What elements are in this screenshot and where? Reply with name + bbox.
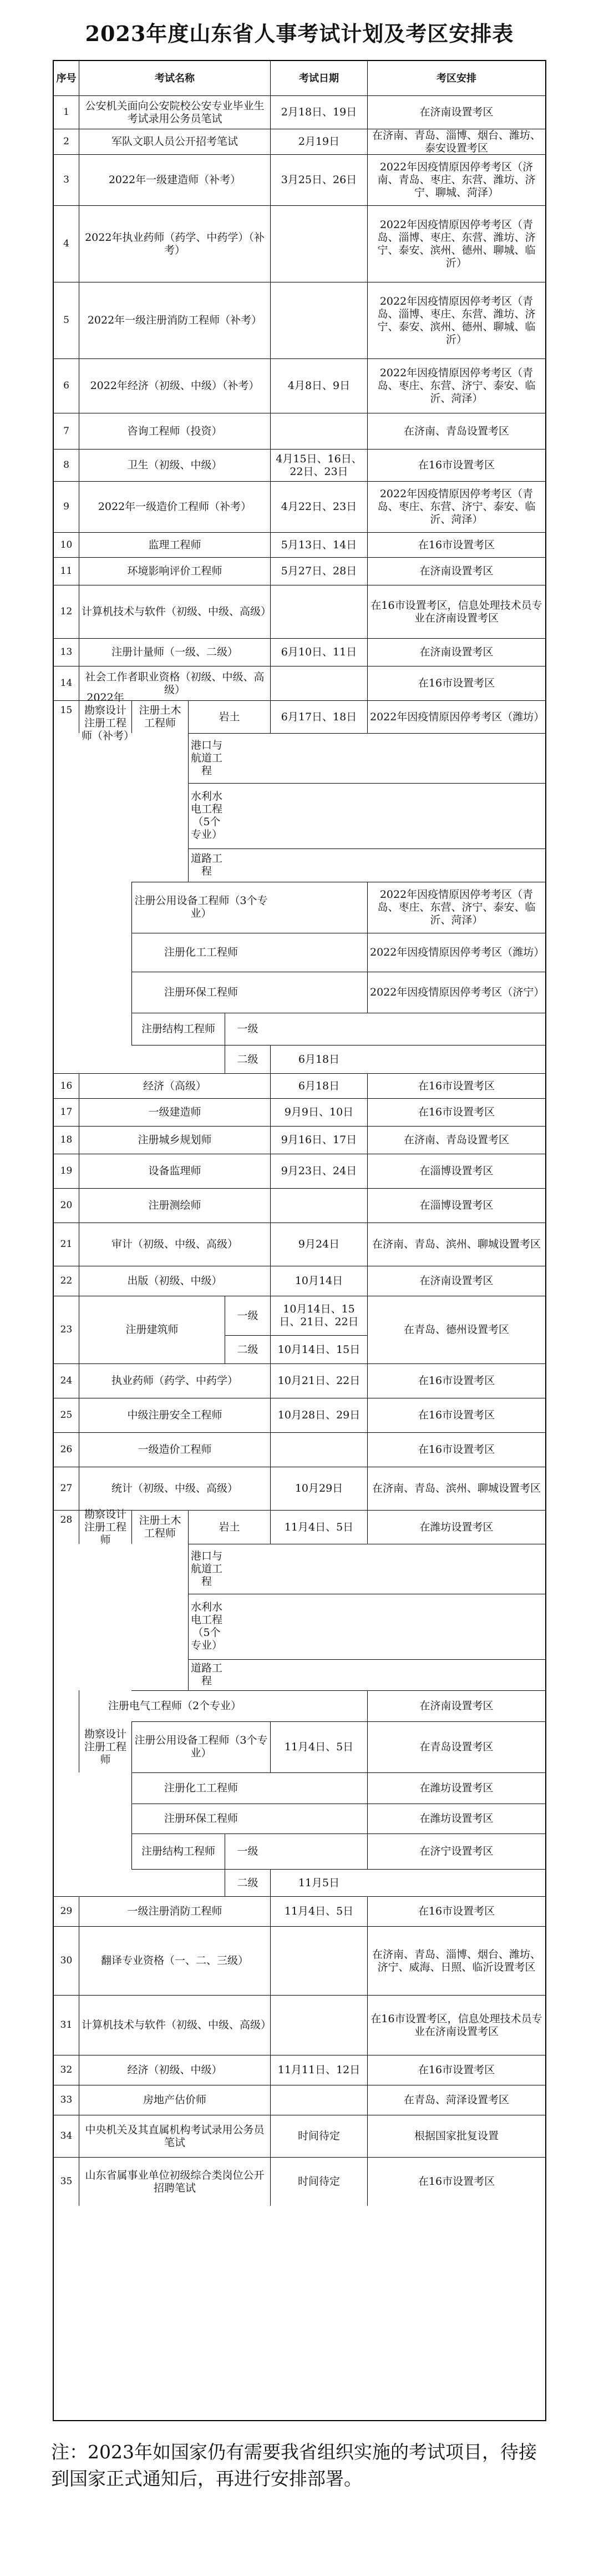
- exam-area: 在济南、青岛设置考区: [367, 413, 545, 449]
- row-number: 11: [60, 565, 73, 577]
- table-row: [54, 2115, 545, 2157]
- exam-area: 在济南、青岛、淄博、烟台、潍坊、济宁、威海、日照、临沂设置考区: [367, 1927, 545, 1995]
- exam-area: 2022年因疫情原因停考考区（青岛、枣庄、东营、济宁、泰安、临沂、菏泽）: [367, 882, 545, 933]
- exam-name: 一级造价工程师: [79, 1433, 270, 1467]
- exam-date: 3月25日、26日: [270, 155, 367, 205]
- exam-name: 2022年一级造价工程师（补考）: [79, 482, 270, 532]
- row-number: 14: [60, 678, 73, 689]
- table-row: [54, 1363, 545, 1398]
- table-row: [54, 1073, 545, 1098]
- exam-area: 在16市设置考区，信息处理技术员专业在济南设置考区: [367, 585, 545, 638]
- table-row: [54, 1126, 545, 1154]
- exam-area: 2022年因疫情原因停考考区（青岛、淄博、枣庄、东营、潍坊、济宁、泰安、滨州、德州、聊城、临沂）: [367, 206, 545, 282]
- row-number: 16: [60, 1080, 73, 1092]
- exam-date: 4月15日、16日、22日、23日: [270, 449, 367, 481]
- exam-date: 10月14日、15日: [270, 1335, 367, 1364]
- exam-area: 在16市设置考区: [367, 449, 545, 481]
- exam-area: 在济南、青岛、淄博、烟台、潍坊、泰安设置考区: [367, 129, 545, 154]
- exam-sub-name: 岩土: [188, 701, 270, 733]
- exam-area: 在济南、青岛、滨州、聊城设置考区: [367, 1223, 545, 1266]
- header-date: 考试日期: [270, 61, 367, 95]
- exam-date: 6月18日: [270, 1045, 367, 1074]
- table-row: [54, 1154, 545, 1188]
- exam-date: 6月18日: [270, 1074, 367, 1098]
- exam-date: 11月4日、5日: [270, 1721, 367, 1772]
- exam-date: [270, 1927, 367, 1995]
- exam-sub-name: 注册结构工程师: [131, 1013, 225, 1045]
- exam-sub-name: 岩土: [188, 1511, 270, 1544]
- exam-date: 9月24日: [270, 1223, 367, 1266]
- exam-area: 在淄博设置考区: [367, 1189, 545, 1223]
- exam-name: 山东省属事业单位初级综合类岗位公开招聘笔试: [79, 2158, 270, 2206]
- row-number: 3: [63, 174, 69, 185]
- exam-name: 咨询工程师（投资）: [79, 413, 270, 449]
- exam-area: 在16市设置考区: [367, 2158, 545, 2206]
- exam-name: 计算机技术与软件（初级、中级、高级）: [79, 585, 270, 638]
- exam-date: 5月27日、28日: [270, 558, 367, 585]
- exam-area: 在济南设置考区: [367, 1266, 545, 1296]
- row-number: 29: [60, 1906, 73, 1917]
- row-number: 2: [63, 136, 69, 147]
- exam-group-name: 勘察设计注册工程师: [79, 1511, 131, 1544]
- row-number: 33: [60, 2094, 73, 2105]
- table-row: [54, 1467, 545, 1510]
- exam-date: [270, 585, 367, 638]
- row-number: 6: [63, 380, 69, 391]
- row-number: 1: [63, 107, 69, 118]
- exam-name: 一级注册消防工程师: [79, 1897, 270, 1926]
- exam-area: 在淄博设置考区: [367, 1154, 545, 1188]
- exam-date: 2月18日、19日: [270, 96, 367, 129]
- exam-date: 10月14日: [270, 1266, 367, 1296]
- exam-name: 2022年经济（初级、中级）（补考）: [79, 359, 270, 413]
- table-row: [54, 2085, 545, 2115]
- exam-area: 2022年因疫情原因停考考区（青岛、枣庄、东营、济宁、泰安、临沂、菏泽）: [367, 359, 545, 413]
- exam-date: 10月29日: [270, 1467, 367, 1510]
- table-row: [54, 557, 545, 585]
- exam-name: 中级注册安全工程师: [79, 1398, 270, 1432]
- exam-name: 注册建筑师: [79, 1296, 225, 1363]
- exam-name: 出版（初级、中级）: [79, 1266, 270, 1296]
- exam-name: 军队文职人员公开招考笔试: [79, 129, 270, 154]
- exam-sub-name: 一级: [225, 1833, 270, 1869]
- exam-name: 计算机技术与软件（初级、中级、高级）: [79, 1996, 270, 2055]
- row-28-block: [54, 1510, 545, 1896]
- header-num: 序号: [56, 72, 77, 84]
- exam-level: 二级: [225, 1335, 270, 1364]
- exam-date: 4月8日、9日: [270, 359, 367, 413]
- row-number: 18: [60, 1134, 73, 1145]
- exam-sub-name: 注册土木工程师: [131, 1511, 188, 1544]
- exam-area: 在16市设置考区: [367, 2055, 545, 2085]
- exam-area: 在济南设置考区: [367, 639, 545, 666]
- exam-area: 2022年因疫情原因停考考区（济南、青岛、枣庄、东营、潍坊、济宁、聊城、菏泽）: [367, 155, 545, 205]
- exam-sub-name: 注册公用设备工程师（3个专业）: [131, 882, 270, 933]
- exam-name: 翻译专业资格（一、二、三级）: [79, 1927, 270, 1995]
- table-row: [54, 532, 545, 557]
- exam-area: 2022年因疫情原因停考考区（济宁）: [367, 972, 545, 1013]
- exam-date: 6月17日、18日: [270, 701, 367, 733]
- exam-date: 11月11日、12日: [270, 2055, 367, 2085]
- exam-area: 在济南设置考区: [367, 558, 545, 585]
- exam-area: 在济宁设置考区: [367, 1833, 545, 1869]
- row-number: 13: [60, 646, 73, 658]
- exam-area: 在青岛设置考区: [367, 1721, 545, 1772]
- row-number: 21: [60, 1239, 73, 1250]
- exam-sub-name: 道路工程: [188, 1659, 225, 1690]
- exam-area: 在16市设置考区: [367, 1398, 545, 1432]
- exam-sub-name: 港口与航道工程: [188, 733, 225, 783]
- exam-date: [270, 413, 367, 449]
- header-area: 考区安排: [367, 61, 545, 95]
- row-number: 10: [60, 539, 73, 550]
- exam-sub-name: 一级: [225, 1013, 270, 1045]
- exam-area: 2022年因疫情原因停考考区（青岛、枣庄、东营、济宁、泰安、临沂、菏泽）: [367, 482, 545, 532]
- exam-name: 2022年执业药师（药学、中药学）（补考）: [79, 206, 270, 282]
- exam-name: 社会工作者职业资格（初级、中级、高级）: [79, 666, 270, 700]
- exam-name: 注册测绘师: [79, 1189, 270, 1223]
- table-row: [54, 1223, 545, 1266]
- row-number: 15: [60, 705, 73, 716]
- row-number: 31: [60, 2019, 73, 2031]
- exam-date: 10月28日、29日: [270, 1398, 367, 1432]
- row-number: 23: [60, 1324, 73, 1335]
- table-row: [54, 1266, 545, 1296]
- exam-name: 审计（初级、中级、高级）: [79, 1223, 270, 1266]
- row-number: 35: [60, 2176, 73, 2187]
- exam-sub-name: 水利水电工程（5个专业）: [188, 783, 225, 848]
- table-row: [54, 1432, 545, 1467]
- exam-date: [270, 282, 367, 358]
- exam-name: 2022年一级注册消防工程师（补考）: [79, 282, 270, 358]
- exam-date: 9月9日、10日: [270, 1099, 367, 1126]
- exam-name: 经济（初级、中级）: [79, 2055, 270, 2085]
- exam-area: 根据国家批复设置: [367, 2115, 545, 2157]
- exam-sub-name: 港口与航道工程: [188, 1544, 225, 1594]
- row-number: 34: [60, 2130, 73, 2141]
- exam-sub-name: 注册化工工程师: [131, 933, 270, 972]
- exam-schedule-table: [53, 60, 546, 2421]
- row-number: 5: [63, 315, 69, 326]
- exam-area: 在济南、青岛设置考区: [367, 1127, 545, 1154]
- table-row: [54, 205, 545, 282]
- exam-sub-name: 水利水电工程（5个专业）: [188, 1594, 225, 1659]
- table-row: [54, 1398, 545, 1432]
- table-row: [54, 481, 545, 532]
- exam-sub-name: 注册土木工程师: [131, 701, 188, 733]
- row-number: 30: [60, 1955, 73, 1966]
- exam-name: 公安机关面向公安院校公安专业毕业生考试录用公务员笔试: [79, 96, 270, 129]
- row-number: 27: [60, 1483, 73, 1494]
- table-row: [54, 129, 545, 154]
- exam-area: 在16市设置考区: [367, 666, 545, 700]
- exam-date: 2月19日: [270, 129, 367, 154]
- exam-area: 2022年因疫情原因停考考区（潍坊）: [367, 933, 545, 972]
- exam-date: 4月22日、23日: [270, 482, 367, 532]
- table-row: [54, 95, 545, 129]
- row-number: 12: [60, 606, 73, 617]
- exam-sub-name: 二级: [225, 1045, 270, 1074]
- exam-area: 在16市设置考区: [367, 533, 545, 557]
- exam-area: 在16市设置考区: [367, 1074, 545, 1098]
- exam-date: 11月5日: [270, 1869, 367, 1897]
- exam-group-name: 勘察设计注册工程师: [79, 1721, 131, 1772]
- table-row: [54, 585, 545, 638]
- row-number: 8: [63, 459, 69, 471]
- exam-date: 11月4日、5日: [270, 1897, 367, 1926]
- table-row: [54, 1926, 545, 1995]
- exam-name: 中央机关及其直属机构考试录用公务员笔试: [79, 2115, 270, 2157]
- exam-name: 注册城乡规划师: [79, 1127, 270, 1154]
- row-number: 24: [60, 1375, 73, 1386]
- exam-date: [270, 2085, 367, 2115]
- exam-date: 6月10日、11日: [270, 639, 367, 666]
- exam-date: 10月14日、15日、21日、22日: [270, 1296, 367, 1335]
- exam-sub-name: 注册公用设备工程师（3个专业）: [131, 1721, 270, 1772]
- exam-date: [270, 1189, 367, 1223]
- exam-area: 在潍坊设置考区: [367, 1804, 545, 1833]
- exam-name: 监理工程师: [79, 533, 270, 557]
- exam-date: 10月21日、22日: [270, 1364, 367, 1398]
- table-row: [54, 358, 545, 413]
- footnote: 注：2023年如国家仍有需要我省组织实施的考试项目，待接到国家正式通知后，再进行安排部署。: [51, 2441, 537, 2489]
- row-number: 9: [63, 501, 69, 512]
- exam-area: 在潍坊设置考区: [367, 1772, 545, 1804]
- exam-sub-name: 注册结构工程师: [131, 1833, 225, 1869]
- row-number: 7: [63, 425, 69, 437]
- table-row: [54, 1995, 545, 2055]
- row-number: 25: [60, 1410, 73, 1421]
- exam-area: 在青岛、德州设置考区: [367, 1296, 545, 1363]
- exam-date: 9月16日、17日: [270, 1127, 367, 1154]
- table-row: [54, 1188, 545, 1223]
- exam-name: 2022年一级建造师（补考）: [79, 155, 270, 205]
- exam-area: 在青岛、菏泽设置考区: [367, 2085, 545, 2115]
- exam-name: 统计（初级、中级、高级）: [79, 1467, 270, 1510]
- row-number: 17: [60, 1107, 73, 1118]
- row-15-block: [54, 691, 545, 1073]
- exam-name: 房地产估价师: [79, 2085, 270, 2115]
- table-header: [54, 61, 545, 95]
- exam-name: 注册计量师（一级、二级）: [79, 639, 270, 666]
- table-row: [54, 449, 545, 481]
- exam-name: 经济（高级）: [79, 1074, 270, 1098]
- exam-area: 在16市设置考区: [367, 1433, 545, 1467]
- exam-name: 设备监理师: [79, 1154, 270, 1188]
- table-row: [54, 1098, 545, 1126]
- page-title: 2023年度山东省人事考试计划及考区安排表: [85, 21, 514, 46]
- exam-area: 在潍坊设置考区: [367, 1511, 545, 1544]
- exam-date: 时间待定: [270, 2115, 367, 2157]
- exam-name: 执业药师（药学、中药学）: [79, 1364, 270, 1398]
- exam-sub-name: 注册电气工程师（2个专业）: [79, 1690, 270, 1721]
- table-row: [54, 2157, 545, 2206]
- row-number: 32: [60, 2064, 73, 2075]
- exam-date: [270, 1433, 367, 1467]
- exam-area: 在济南设置考区: [367, 96, 545, 129]
- exam-name: 一级建造师: [79, 1099, 270, 1126]
- row-number: 28: [60, 1514, 73, 1526]
- exam-area: 在16市设置考区: [367, 1364, 545, 1398]
- exam-date: [270, 1996, 367, 2055]
- exam-date: [270, 206, 367, 282]
- row-number: 4: [63, 238, 69, 249]
- exam-date: 5月13日、14日: [270, 533, 367, 557]
- exam-level: 一级: [225, 1296, 270, 1335]
- header-name: 考试名称: [79, 61, 270, 95]
- exam-area: 在16市设置考区: [367, 1897, 545, 1926]
- row-number: 26: [60, 1444, 73, 1455]
- exam-name: 卫生（初级、中级）: [79, 449, 270, 481]
- table-row: [54, 413, 545, 449]
- exam-area: 2022年因疫情原因停考考区（青岛、淄博、枣庄、东营、潍坊、济宁、泰安、滨州、德州、聊城、临沂）: [367, 282, 545, 358]
- table-row: [54, 154, 545, 205]
- exam-sub-name: 二级: [225, 1869, 270, 1897]
- exam-area: 在济南、青岛、滨州、聊城设置考区: [367, 1467, 545, 1510]
- exam-area: 在16市设置考区: [367, 1099, 545, 1126]
- table-row: [54, 282, 545, 358]
- exam-sub-name: 道路工程: [188, 848, 225, 882]
- row-number: 19: [60, 1165, 73, 1176]
- exam-area: 在济南设置考区: [367, 1690, 545, 1721]
- exam-area: 2022年因疫情原因停考考区（潍坊）: [367, 701, 545, 733]
- row-number: 20: [60, 1200, 73, 1211]
- table-row: [54, 2055, 545, 2085]
- exam-sub-name: 注册环保工程师: [131, 1804, 270, 1833]
- table-row: [54, 1896, 545, 1926]
- exam-sub-name: 注册化工工程师: [131, 1772, 270, 1804]
- exam-date: [270, 666, 367, 700]
- exam-date: 9月23日、24日: [270, 1154, 367, 1188]
- row-number: 22: [60, 1275, 73, 1286]
- exam-date: 11月4日、5日: [270, 1511, 367, 1544]
- row-23-block: [54, 1296, 545, 1363]
- exam-group-name: 2022年勘察设计注册工程师（补考）: [79, 701, 131, 733]
- exam-sub-name: 注册环保工程师: [131, 972, 270, 1013]
- table-row: [54, 638, 545, 666]
- exam-date: 时间待定: [270, 2158, 367, 2206]
- exam-area: 在16市设置考区，信息处理技术员专业在济南设置考区: [367, 1996, 545, 2055]
- exam-name: 环境影响评价工程师: [79, 558, 270, 585]
